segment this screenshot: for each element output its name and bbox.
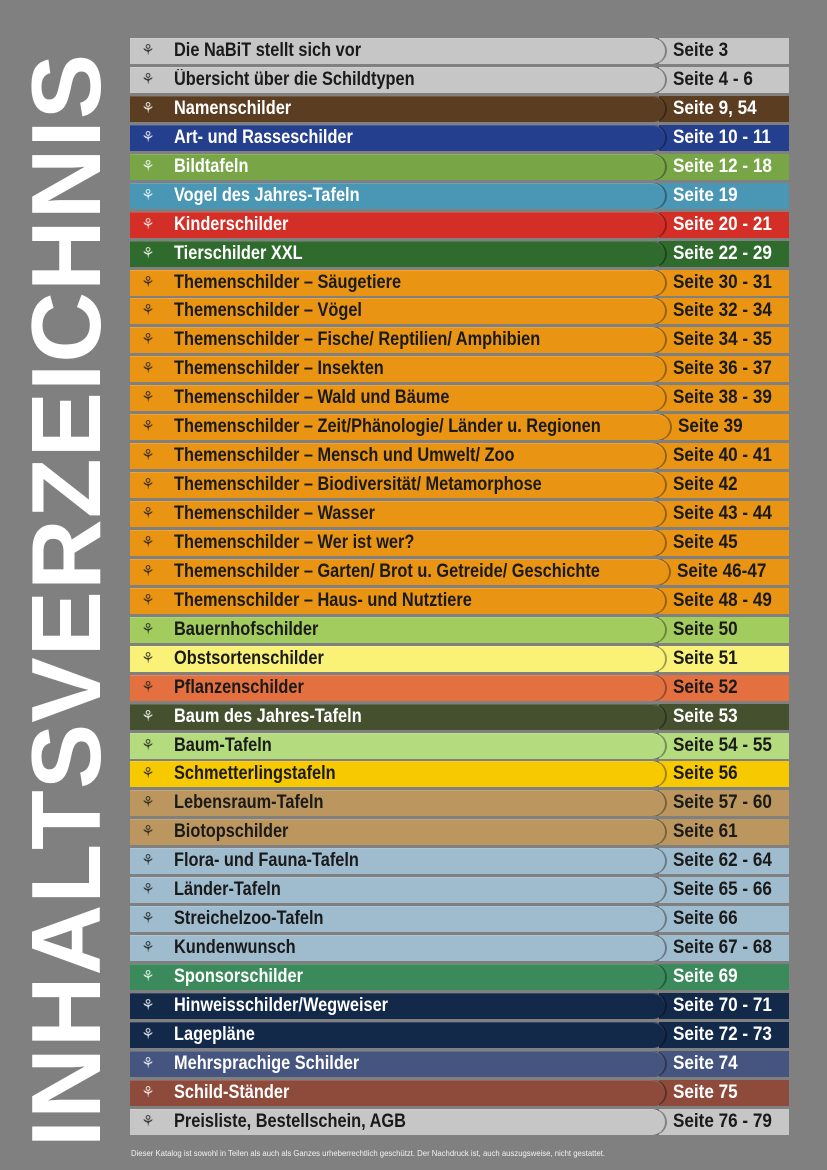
toc-label-tab [130,993,665,1019]
toc-page-number [659,1109,789,1135]
tree-logo-icon: ⚘ [141,591,155,609]
toc-page-text: Seite 76 - 79 [673,1110,772,1132]
toc-row[interactable] [130,1080,789,1106]
toc-page-number [659,848,789,874]
toc-row[interactable] [130,385,789,411]
toc-label-tab [130,1080,665,1106]
toc-label-tab [130,241,665,267]
toc-label-tab [130,646,665,672]
toc-row[interactable] [130,617,789,643]
toc-page-number [659,733,789,759]
toc-page-text: Seite 36 - 37 [673,358,772,380]
toc-entry-title: Tierschilder XXL [174,242,303,264]
toc-row[interactable] [130,38,789,64]
toc-page-number [659,38,789,64]
toc-entry-title: Biotopschilder [174,821,289,843]
toc-row[interactable] [130,906,789,932]
tree-logo-icon: ⚘ [141,1025,155,1043]
toc-page-text: Seite 67 - 68 [673,937,772,959]
toc-entry-title: Sponsorschilder [174,966,303,987]
toc-label-tab [130,67,665,93]
toc-label-tab [130,704,665,730]
toc-page-number [659,646,789,672]
tree-logo-icon: ⚘ [141,996,155,1014]
toc-label-tab [130,588,665,614]
toc-row[interactable] [130,154,789,180]
toc-entry-title: Vogel des Jahres-Tafeln [174,184,360,206]
toc-page-number [659,356,789,382]
toc-row[interactable] [130,1051,789,1077]
toc-entry-title: Themenschilder – Wald und Bäume [174,387,450,409]
toc-label-tab [130,356,665,382]
toc-label-tab [130,877,665,903]
tree-logo-icon: ⚘ [141,244,155,262]
toc-entry-title: Schmetterlingstafeln [174,763,336,785]
toc-label-tab [130,819,665,845]
toc-label-tab [130,472,665,498]
toc-entry-title: Obstsortenschilder [174,647,324,669]
toc-page-number [659,154,789,180]
toc-page-number [659,906,789,932]
toc-page-text: Seite 56 [673,763,738,785]
toc-page-text: Seite 65 - 66 [673,879,772,901]
tree-logo-icon: ⚘ [141,533,155,551]
toc-page-text: Seite 40 - 41 [673,445,772,467]
toc-page-text: Seite 3 [673,40,729,61]
toc-page-text: Seite 46-47 [677,560,767,582]
toc-row[interactable] [130,704,789,730]
toc-page-number [659,819,789,845]
tree-logo-icon: ⚘ [141,1054,155,1072]
toc-entry-title: Die NaBiT stellt sich vor [174,40,362,61]
toc-page-text: Seite 39 [678,416,743,438]
tree-logo-icon: ⚘ [141,42,155,59]
tree-logo-icon: ⚘ [141,649,155,667]
tree-logo-icon: ⚘ [141,852,155,870]
toc-page-number [659,241,789,267]
toc-row[interactable] [130,993,789,1019]
toc-label-tab [130,530,665,556]
toc-entry-title: Streichelzoo-Tafeln [174,908,324,930]
toc-page-text: Seite 42 [673,474,738,496]
toc-row[interactable] [130,877,789,903]
tree-logo-icon: ⚘ [141,1112,155,1130]
toc-row[interactable] [130,848,789,874]
toc-row[interactable] [130,183,789,209]
page-title: INHALTSVERZEICHNIS [11,52,121,1148]
toc-entry-title: Baum des Jahres-Tafeln [174,705,362,727]
toc-page-text: Seite 30 - 31 [673,271,772,293]
toc-entry-title: Länder-Tafeln [174,879,281,901]
toc-label-tab [130,617,665,643]
toc-page-number [659,530,789,556]
toc-label-tab [130,154,665,180]
toc-page-text: Seite 10 - 11 [673,126,771,148]
toc-row[interactable] [130,559,789,585]
toc-page-number [659,761,789,787]
toc-row[interactable] [130,472,789,498]
tree-logo-icon: ⚘ [141,331,155,349]
toc-page-text: Seite 34 - 35 [673,329,772,351]
toc-page-number [659,183,789,209]
toc-entry-title: Bildtafeln [174,155,249,177]
toc-row[interactable] [130,67,789,93]
copyright-footer: Dieser Katalog ist sowohl in Teilen als auch als Ganzes urheberrechtlich geschützt. Der Nachdruck ist, auch auszugsweise, nicht gestattet. [131,1148,606,1158]
toc-label-tab [130,1051,665,1077]
tree-logo-icon: ⚘ [141,736,155,754]
toc-entry-title: Preisliste, Bestellschein, AGB [174,1110,406,1132]
toc-row[interactable] [130,298,789,324]
toc-entry-title: Themenschilder – Säugetiere [174,271,402,293]
toc-page-text: Seite 61 [673,821,738,843]
toc-page-text: Seite 66 [673,908,738,930]
toc-page-number [659,617,789,643]
toc-row[interactable] [130,733,789,759]
toc-label-tab [130,385,665,411]
toc-page-text: Seite 48 - 49 [673,589,772,611]
toc-page-number [659,964,789,990]
toc-row[interactable] [130,530,789,556]
toc-page-text: Seite 57 - 60 [673,792,772,814]
toc-row[interactable] [130,327,789,353]
tree-logo-icon: ⚘ [141,505,155,522]
toc-page-number [659,270,789,296]
toc-row[interactable] [130,241,789,267]
toc-entry-title: Themenschilder – Insekten [174,358,384,380]
toc-row[interactable] [130,414,789,440]
tree-logo-icon: ⚘ [141,302,155,320]
tree-logo-icon: ⚘ [141,215,155,233]
toc-entry-title: Lagepläne [174,1023,255,1045]
toc-page-number [664,414,789,440]
toc-label-tab [130,675,665,701]
toc-page-number [659,472,789,498]
toc-page-text: Seite 75 [673,1081,738,1103]
toc-page-text: Seite 52 [673,676,738,698]
toc-page-number [659,588,789,614]
toc-entry-title: Bauernhofschilder [174,618,319,640]
toc-label-tab [130,964,665,990]
toc-page-number [659,385,789,411]
toc-label-tab [130,183,665,209]
toc-entry-title: Themenschilder – Zeit/Phänologie/ Länder u. Regionen [174,416,601,438]
toc-label-tab [130,38,665,64]
tree-logo-icon: ⚘ [141,765,155,783]
toc-label-tab [130,559,669,585]
toc-page-text: Seite 62 - 64 [673,850,772,872]
toc-page-number [659,443,789,469]
toc-entry-title: Flora- und Fauna-Tafeln [174,850,359,872]
toc-row[interactable] [130,646,789,672]
toc-page-number [659,675,789,701]
toc-label-tab [130,761,665,787]
toc-label-tab [130,96,665,122]
tree-logo-icon: ⚘ [141,939,155,957]
tree-logo-icon: ⚘ [141,186,155,204]
tree-logo-icon: ⚘ [141,128,155,146]
toc-entry-title: Lebensraum-Tafeln [174,792,324,814]
toc-page-text: Seite 50 [673,618,738,640]
toc-page-text: Seite 9, 54 [673,97,757,119]
toc-label-tab [130,935,665,961]
toc-page-text: Seite 54 - 55 [673,734,772,756]
toc-row[interactable] [130,790,789,816]
toc-row[interactable] [130,443,789,469]
tree-logo-icon: ⚘ [141,562,155,580]
toc-page-text: Seite 51 [673,647,738,669]
toc-entry-title: Namenschilder [174,97,292,119]
tree-logo-icon: ⚘ [141,881,155,899]
toc-row[interactable] [130,964,789,990]
toc-page-number [659,1051,789,1077]
toc-label-tab [130,501,665,527]
tree-logo-icon: ⚘ [141,418,155,436]
toc-page-number [659,993,789,1019]
toc-page-number [659,935,789,961]
toc-page-number [659,704,789,730]
tree-logo-icon: ⚘ [141,1083,155,1101]
toc-entry-title: Themenschilder – Wasser [174,503,376,524]
toc-label-tab [130,443,665,469]
toc-entry-title: Kundenwunsch [174,937,296,959]
toc-page-number [659,212,789,238]
toc-row[interactable] [130,212,789,238]
toc-page-number [659,1080,789,1106]
tree-logo-icon: ⚘ [141,794,155,812]
toc-page-text: Seite 32 - 34 [673,300,772,322]
toc-page-text: Seite 4 - 6 [673,68,753,90]
toc-page-number [659,298,789,324]
tree-logo-icon: ⚘ [141,476,155,494]
toc-row[interactable] [130,819,789,845]
toc-page-number [659,125,789,151]
toc-row[interactable] [130,935,789,961]
toc-label-tab [130,848,665,874]
toc-page-text: Seite 53 [673,705,738,727]
toc-label-tab [130,125,665,151]
toc-entry-title: Themenschilder – Haus- und Nutztiere [174,589,472,611]
toc-entry-title: Übersicht über die Schildtypen [174,68,415,90]
toc-page-number [659,96,789,122]
toc-page-number [659,327,789,353]
tree-logo-icon: ⚘ [141,70,155,88]
toc-page-number [659,501,789,527]
tree-logo-icon: ⚘ [141,99,155,117]
toc-label-tab [130,1109,665,1135]
toc-row[interactable] [130,125,789,151]
toc-label-tab [130,414,670,440]
toc-entry-title: Mehrsprachige Schilder [174,1052,360,1074]
table-of-contents [130,38,789,1138]
tree-logo-icon: ⚘ [141,360,155,378]
toc-label-tab [130,790,665,816]
toc-page-text: Seite 22 - 29 [673,242,772,264]
toc-page-text: Seite 12 - 18 [673,155,772,177]
toc-page-number [663,559,789,585]
toc-row[interactable] [130,675,789,701]
tree-logo-icon: ⚘ [141,620,155,638]
toc-label-tab [130,327,665,353]
toc-page-text: Seite 70 - 71 [673,994,772,1016]
toc-row[interactable] [130,761,789,787]
toc-entry-title: Themenschilder – Garten/ Brot u. Getreide/ Geschichte [174,560,600,582]
toc-page-text: Seite 45 [673,531,738,553]
toc-row[interactable] [130,356,789,382]
toc-label-tab [130,298,665,324]
toc-entry-title: Baum-Tafeln [174,734,272,756]
toc-entry-title: Themenschilder – Wer ist wer? [174,531,415,553]
toc-label-tab [130,906,665,932]
tree-logo-icon: ⚘ [141,968,155,985]
toc-entry-title: Themenschilder – Vögel [174,300,362,322]
toc-label-tab [130,733,665,759]
tree-logo-icon: ⚘ [141,273,155,291]
toc-page-text: Seite 19 [673,184,738,206]
toc-entry-title: Hinweisschilder/Wegweiser [174,994,389,1016]
toc-row[interactable] [130,1022,789,1048]
toc-entry-title: Schild-Ständer [174,1081,290,1103]
toc-page-text: Seite 74 [673,1052,738,1074]
toc-entry-title: Themenschilder – Mensch und Umwelt/ Zoo [174,445,515,467]
toc-entry-title: Kinderschilder [174,213,289,235]
toc-page-text: Seite 72 - 73 [673,1023,772,1045]
tree-logo-icon: ⚘ [141,678,155,696]
toc-row[interactable] [130,96,789,122]
toc-entry-title: Pflanzenschilder [174,676,304,698]
toc-label-tab [130,1022,665,1048]
tree-logo-icon: ⚘ [141,707,155,725]
tree-logo-icon: ⚘ [141,157,155,175]
toc-row[interactable] [130,588,789,614]
toc-entry-title: Art- und Rasseschilder [174,126,353,148]
tree-logo-icon: ⚘ [141,389,155,407]
toc-page-text: Seite 43 - 44 [673,503,772,524]
toc-page-number [659,1022,789,1048]
toc-page-text: Seite 38 - 39 [673,387,772,409]
tree-logo-icon: ⚘ [141,823,155,841]
toc-row[interactable] [130,501,789,527]
toc-page-number [659,790,789,816]
toc-entry-title: Themenschilder – Fische/ Reptilien/ Amphibien [174,329,541,351]
tree-logo-icon: ⚘ [141,447,155,465]
toc-label-tab [130,212,665,238]
tree-logo-icon: ⚘ [141,910,155,928]
toc-entry-title: Themenschilder – Biodiversität/ Metamorphose [174,474,542,496]
toc-label-tab [130,270,665,296]
toc-page-number [659,67,789,93]
toc-page-number [659,877,789,903]
toc-page-text: Seite 20 - 21 [673,213,772,235]
toc-row[interactable] [130,270,789,296]
toc-row[interactable] [130,1109,789,1135]
toc-page-text: Seite 69 [673,966,738,987]
